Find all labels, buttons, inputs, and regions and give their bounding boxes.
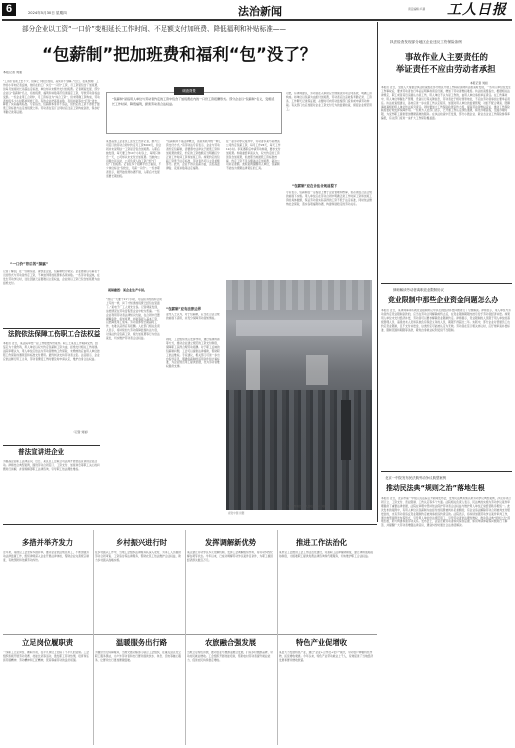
lead-column-3: “包薪制并不是法律概念，而是实践中的一种工资支付方式。”有劳动法专家表示，企业与劳动者约定包薪制，需要遵守法律关于最低工资和加班费的规定，约定的工资数额应当明确区分正常工作时间工资和加班工资。如果约定的包薪工资低于法定标准，劳动者仍可以主张差额部分。此外，企业不得以包薪为由，克扣高温津贴、夜班补贴等法定福利。: [166, 140, 222, 171]
right-kicker: 执法检查发现部分地区企业违反工伤保险条例: [390, 40, 462, 44]
right-byline: 本报记者 刘旭: [470, 81, 488, 85]
issue-date: 2024年5月30日 星期四: [28, 11, 67, 15]
figure-caption: 视频截图：某企业生产车间。: [108, 288, 148, 292]
page-number-box: [2, 3, 16, 16]
subhead-2: “包薪制”应有法律边界: [166, 307, 201, 311]
grid-body-2-4: 某县大力发展特色产业，通过“企业+合作社+农户”模式，带动农户种植特色作物，拓宽增收渠道。今年以来，特色产业带动就业上千人，有效促进了当地经济发展和群众增收致富。: [279, 651, 374, 662]
right-column-divider: [377, 22, 378, 522]
bottom-grid-top-rule: [3, 524, 377, 525]
right-story-3-kicker: 北京一中院发布民法典劳动争议典型案例: [385, 476, 447, 480]
grid-body-1-2: 在乡村振兴工作中，当地工会组织法律服务队深入农村，为务工人员提供劳动合同审查、工资追讨等法律服务，帮助农民工依法维护合法权益，助力乡村振兴战略实施。: [95, 551, 181, 562]
lead-column-1: “工资打包领上去不少，但算上节假日加班，其实并不划算。”近日，在某机械厂工作的小李向记者反映，他所在的工厂实行“一口价”工资，月工资里包含了加班费，但每月加班时长远超法定标准，单位却从未额外支付加班费。记者调查发现，部分企业以“包薪制”名义，将加班费、福利和补贴等打包进固定工资，导致劳动者权益受损。一些企业用工合同中，月工资标注为“综合工资”，但未明确工资构成，劳动者加班多少小时都拿同样工资。有的企业把高温补贴、夜班补贴等也“打包”进去，降低了实际福利标准。专家指出，包薪制本身并不违法，但约定的工资不得低于最低工资标准与法定加班费之和。劳动者在签订合同时应注意工资构成条款，保存好考勤记录等证据。: [3, 80, 100, 115]
right-story-3-headline: 推动民法典“规则之治”落地生根: [386, 484, 485, 492]
grid-headline-2-4: 特色产业促增收: [296, 638, 348, 647]
grid-body-1-4: 某市总工会推进工会工作法治化建设，完善职工法律援助制度，建立律师值班接待制度，为困难职工提供免费法律咨询和代理服务，切实维护职工合法权益。: [279, 551, 374, 558]
right-story-3-rule: [381, 471, 512, 472]
right-story-2-rule: [381, 283, 512, 284]
left-story-rule: [3, 328, 100, 329]
right-story-2-headline: 竞业限制中那些企业资金问题怎么办: [388, 296, 499, 304]
grid-body-1-1: 近年来，某地总工会坚持多措并举，推动企业依法规范用工，不断加强劳动法律监督工作，组织律师深入企业开展法律体检，帮助企业完善规章制度，有效预防和化解劳动纠纷。: [3, 551, 89, 562]
lead-column-3b: 业内人士认为，对于包薪制，应当在合法合规的前提下适用，并充分保障劳动者知情权。: [166, 313, 220, 320]
lead-headline: “包薪制”把加班费和福利“包”没了？: [42, 45, 317, 64]
left-story-1-byline: （记者 刘旭）: [72, 430, 90, 434]
right-story-2-kicker: 律师解读劳动者离职竞业限制协议: [393, 288, 444, 292]
lead-byline: 本报记者 刘旭: [3, 71, 22, 74]
grid-body-2-1: 一线职工立足岗位、履职尽责，在平凡岗位上创造了不平凡的业绩。工会组织积极开展劳动竞赛、技能比武等活动，激发职工劳动热情，培育和弘扬劳模精神、劳动精神和工匠精神，营造尊重劳动的良好氛围。: [3, 651, 89, 662]
lead-column-4: 在一起劳动争议案件中，劳动者李某与某物流公司约定包薪工资，每月工作26天，每天工作12小时。李某离职后申请劳动仲裁，要求支付加班费。仲裁委经审查认为，双方约定的工资虽包含加班费，但按照当地最低工资标准核算，约定工资不足以覆盖法定加班费，裁决公司补足差额。类似案例提醒用人单位，包薪制不能成为规避法律责任的工具。: [226, 140, 281, 171]
section-title: 法治新闻: [238, 5, 282, 18]
right-headline-2: 举证责任不应由劳动者承担: [396, 64, 496, 74]
grid-headline-1-1: 多措并举齐发力: [22, 538, 74, 547]
lead-column-3c: 同时，工会组织也应发挥作用，通过集体协商等方式，推动企业建立规范的工资支付制度，保障职工获得合理劳动报酬。对于职工反映的包薪制问题，工会可以提供法律援助，帮助职工依法维权。专家建议，相关部门可进一步出台指导意见，明确包薪制的适用条件和计算标准，为企业规范用工提供依据，也为劳动者维权提供支撑。: [166, 338, 220, 369]
grid-body-1-3: 某区建立劳动争议多元化解机制，发挥工会调解组织作用，将劳动纠纷化解在萌芽状态。今年以来，已成功调解劳动争议案件百余件，为职工挽回经济损失数百万元。: [187, 551, 273, 562]
section-heading-badge: [174, 87, 204, 95]
factory-photo: [226, 280, 372, 510]
paper-logo: 工人日报: [447, 2, 507, 18]
lead-column-5: 对此，有律师建议，劳动者在入职时应仔细阅读劳动合同条款，明确工资构成。如单位以包薪为由拒付加班费，劳动者应注意收集考勤记录、工资条、工作聊天记录等证据，必要时可向劳动监察部门投诉或申请劳动仲裁。有关部门也应加强对企业工资支付行为的监督检查，督促企业规范用工。: [286, 92, 372, 111]
left-story-2-headline: 普法宣讲进企业: [18, 448, 65, 456]
subhead-3: “包薪制”应在合法合规前提下: [292, 184, 338, 188]
lead-kicker: 部分企业以工资“一口价”变相延长工作时间、不足额支付加班费、降低福利和补贴标准——: [22, 25, 286, 33]
bottom-grid-mid-rule: [3, 634, 377, 635]
intro-box: [106, 92, 282, 134]
left-story-2-body: 为提高企业职工法律意识，近日，某区总工会联合司法局开展普法宣讲进企业活动。律师结合典型案例，围绕劳动合同签订、工资支付、加班休息等职工关心的问题进行讲解，并现场解答职工法律咨询，引导职工依法理性维权。: [3, 460, 100, 471]
left-story-1-body: 本报讯 近日，某法院审结一起工伤赔偿纠纷案件。职工王某在工作期间受伤，经鉴定为十级伤残，用人单位以双方约定包薪制工资为由，拒绝支付相关工伤待遇。法院审理认为，用人单位应依法为劳动者缴纳工伤保险，未缴纳的应由用人单位按照工伤保险待遇项目和标准支付费用。最终判决支持劳动者主张。法官提示，企业应依法履行用工义务，劳动者遭受工伤时要及时申请认定，维护自身合法权益。: [3, 342, 100, 361]
intro-text: “包薪制”是指用人单位与劳动者约定的工资中包含了加班费在内的一口价工资报酬形式。部分企业以“包薪制”名义，变相延长工作时间、降低福利，损害劳动者合法权益。: [112, 97, 275, 106]
lead-column-2: 某食品加工企业员工张女士告诉记者，她与公司签订的劳动合同中约定月工资5000元，但合同并未说明这一工资是否包含加班费。入职后她发现，每天要工作10个小时以上，每周只休息一天，公司却从未支付过加班费。当她向公司提出异议时，公司负责人称工资已经“打包”了加班费。记者在多个招聘平台上看到，不少岗位标注“包吃住，月薪一口价”。一些求职者表示，刚开始觉得待遇不错，入职后才发现需要长期加班。: [106, 140, 162, 179]
grid-headline-2-2: 温暖服务出行路: [116, 638, 168, 647]
masthead-rule: [2, 19, 512, 21]
left-story-1-headline: 法院依法保障工伤职工合法权益: [8, 330, 101, 338]
right-story-2-body: 本报讯 近日，某律师事务所就竞业限制协议中涉及的经济补偿问题进行了专题解读。律师表示，用人单位与劳动者约定竞业限制条款的，应当在劳动合同解除或终止后，在竞业限制期限内按月给予劳动者经济补偿。如果用人单位未支付经济补偿，劳动者可以要求解除竞业限制约定。律师提示，竞业限制的人员限于用人单位的高级管理人员、高级技术人员和其他负有保密义务的人员，期限不得超过二年。实践中，部分企业对普通员工也约定竞业限制，且不支付补偿金，这类约定可能被认定为无效。劳动者在签订相关协议时，应仔细审查补偿标准、限制范围和期限等条款，避免自身就业权利受到不当限制。: [381, 309, 511, 332]
lead-column-5b: 专家表示，包薪制在一定程度上便于企业管理和核算，但必须在合法合规的前提下实施。用人单位应在劳动合同中明确正常工作时间工资和加班工资的具体数额，保证劳动者实际获得的工资不低于法定标准，同时依法缴纳社会保险，落实各项福利待遇，构建和谐稳定的劳动关系。: [286, 191, 372, 206]
lead-column-1b: 记者了解到，在一些制造业、餐饮业企业，包薪制较为常见。企业通常以月薪若干元的形式与劳动者约定工资，不单独列明加班费和各项补贴。一些劳动者反映，在发生劳动争议时，往往因缺乏证据难以主张权益，企业则以工资已包含加班费为由拒绝支付。: [3, 270, 100, 285]
right-story-1-body: 本报讯 近日，全国人大常委会执法检查组在部分地区开展工伤保险条例执法检查时发现，一些用人单位在发生工伤事故后，要求劳动者自行举证证明事故责任归属，增加了劳动者维权难度。执法检查组指出，根据相关法律规定，职工或者其近亲属认为是工伤，用人单位不认为是工伤的，由用人单位承担举证责任。在工伤事故中，用人单位掌握生产管理、设备运行等关键信息，劳动者处于相对弱势地位，不应由劳动者承担主要举证责任。执法检查组建议，各地应进一步完善工伤认定程序，加强对用人单位的监督管理，对拒不配合调查、隐瞒事故真相的用人单位依法追究责任。同时要加大工伤保险政策宣传力度，提高劳动者维权意识，推动工伤保险制度更好地发挥保障作用。一些地方人社部门表示，已开通工伤认定绿色通道，简化办理流程，压缩办理时限，为受伤职工提供更加便捷高效的服务。在执法检查中还发现，部分小微企业、新业态企业工伤保险参保率偏低，有关部门将进一步扩大工伤保险覆盖面。: [381, 86, 511, 121]
page-number: 6: [5, 3, 13, 15]
grid-divider-1: [93, 530, 94, 745]
grid-headline-2-3: 农旅融合强发展: [205, 638, 257, 647]
editor-info: 责任编辑:卢越: [408, 7, 426, 11]
lead-column-2b: “我们一天要干11个小时，月底到手的钱和合同上写的一样，问了才知道加班费已经包在里面了。”某电子厂工人刘先生说。记者调查发现，这类情况在劳动密集型企业中较为普遍。一些企业利用劳动者法律知识欠缺，在合同中设置模糊条款，将加班费、补贴等混入基本工资，以此降低用工成本。劳动者即使长期超时工作，也难以获得应有报酬。人社部门相关负责人表示，将持续加大劳动保障监察执法力度，对违法约定包薪工资、拖欠加班费等行为依法查处，切实维护劳动者合法权益。: [106, 298, 162, 341]
left-story-rule-2: [3, 445, 100, 446]
grid-headline-2-1: 立足岗位履职责: [22, 638, 74, 647]
grid-headline-1-2: 乡村振兴进行时: [116, 538, 168, 547]
grid-body-2-3: 当地立足特色资源，推动农业与旅游业融合发展，打造乡村旅游品牌，带动村民就业增收。工会组织开展技能培训，帮助农村劳动者提升就业能力，促进农民持续稳定增收。: [187, 651, 273, 662]
section-heading: 调查背景: [182, 89, 196, 93]
grid-headline-1-3: 发挥调解新优势: [205, 538, 257, 547]
grid-divider-3: [277, 530, 278, 745]
photo-credit: 视觉中国 供图: [228, 512, 245, 515]
lead-signature: （图文转载自 工人日报 采写：刘旭）: [286, 505, 330, 508]
grid-headline-1-4: 推进工作法治化: [296, 538, 348, 547]
grid-divider-2: [185, 530, 186, 745]
grid-body-2-2: 为做好出行保障服务，当地交通运输部门联合工会组织，在重点站点设立职工服务驿站，为户外劳动者和出行群众提供饮水、休息、充电等暖心服务，让群众出行更加便捷温暖。: [95, 651, 181, 662]
right-story-3-body: 本报讯 近日，北京市第一中级人民法院召开新闻发布会，发布民法典实施以来劳动争议典型案例，涉及劳动合同订立、工资支付、竞业限制、工伤认定等多个方面。法院相关负责人表示，民法典的实施为劳动争议案件审理提供了重要法律依据，法院在审理中坚持依法保护劳动者合法权益与维护用人单位正常经营秩序相统一。此次发布的案例中，有用人单位以包薪制为由拒付加班费被判补足差额的，有企业违法解除劳动合同被判支付赔偿金的，也有劳动者违反竞业限制约定被判承担违约责任的。法院表示，将持续加强劳动争议案件审判工作，通过典型案例发布等形式，引导用人单位依法规范用工，引导劳动者依法理性维权，推动民法典“规则之治”落地生根，助力构建和谐劳动关系。发布会上，法官还就劳动者如何保存证据、如何申请仲裁等问题进行了解答，并提醒广大劳动者增强法律意识，遇到纠纷时通过合法途径解决。: [381, 497, 511, 528]
right-headline-1: 事故作业人主要责任的: [405, 52, 488, 62]
subhead-1: “一口价”背后的“猫腻”: [10, 262, 49, 266]
